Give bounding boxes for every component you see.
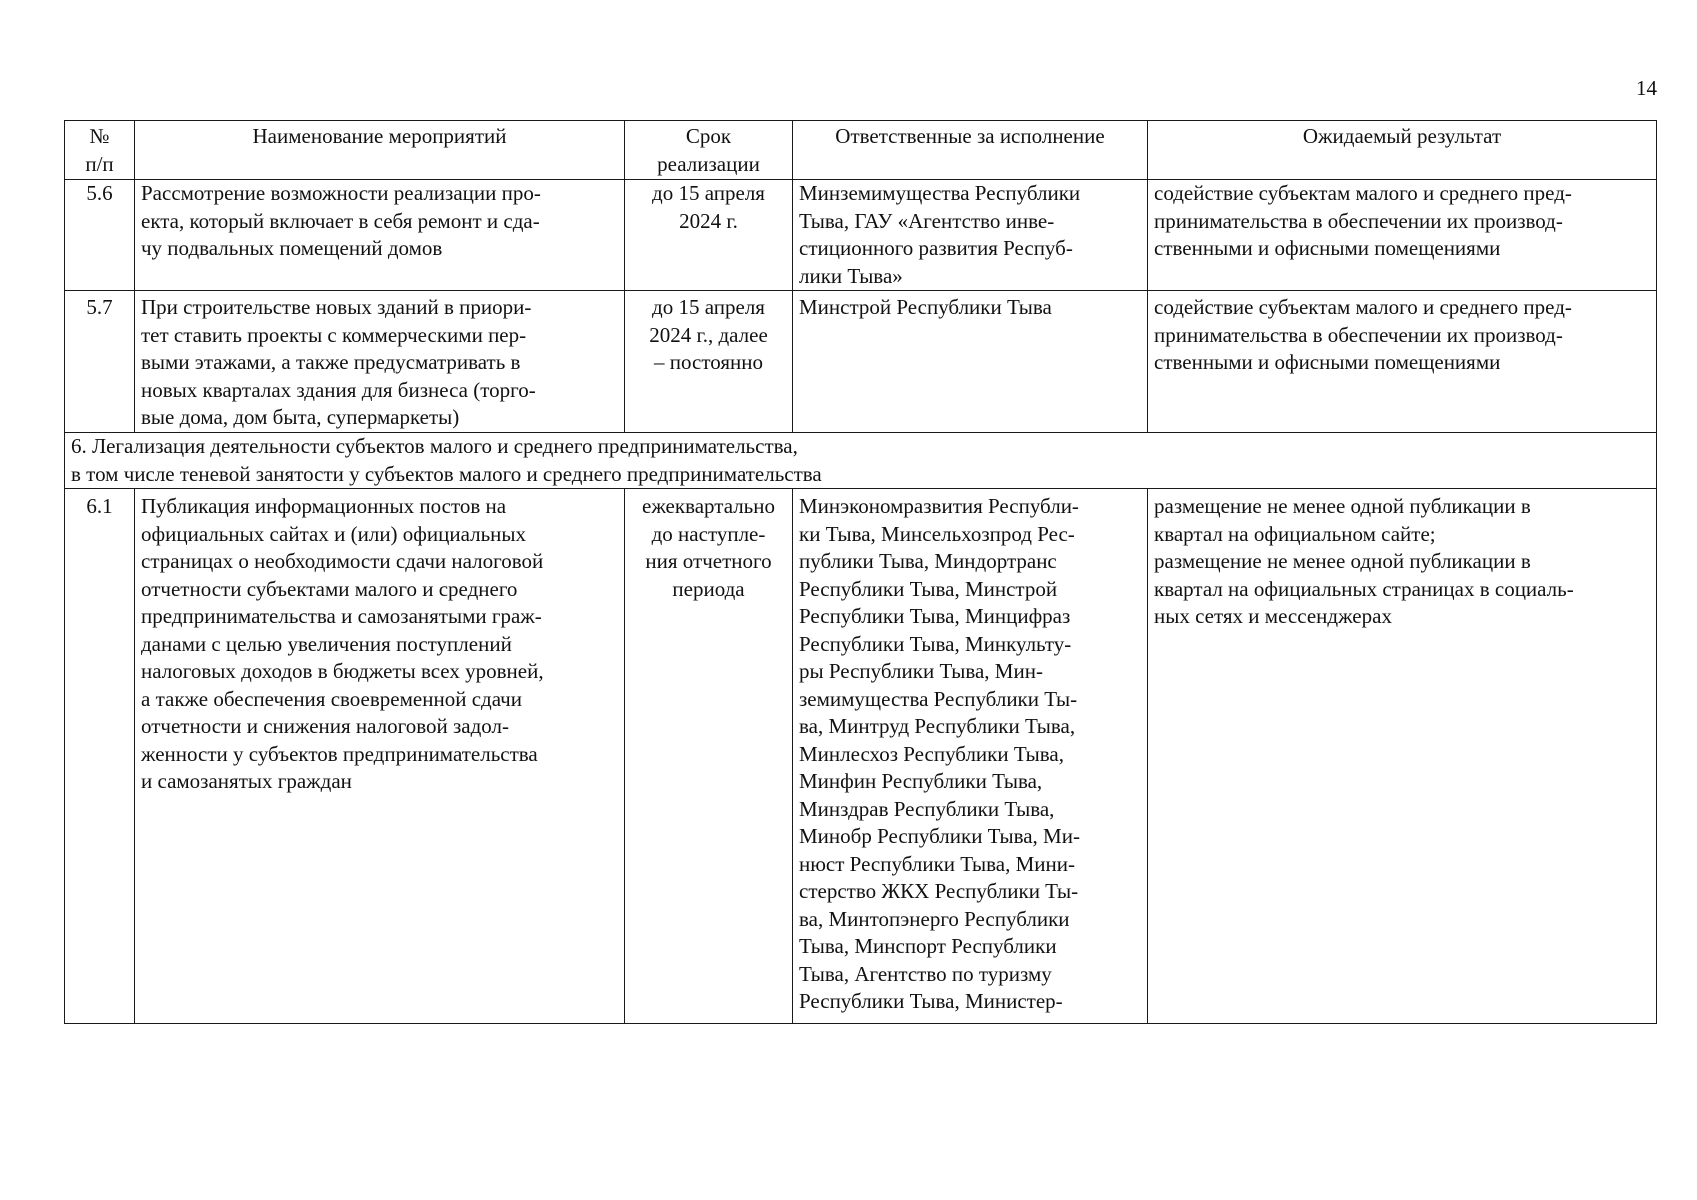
- text-line: выми этажами, а также предусматривать в: [141, 350, 521, 374]
- table-row: [65, 489, 1657, 1024]
- text-line: Минземимущества Республики: [799, 181, 1081, 205]
- text-line: и самозанятых граждан: [141, 769, 352, 793]
- text-line: принимательства в обеспечении их производ-: [1154, 208, 1563, 233]
- text-line: до 15 апреля: [652, 181, 765, 205]
- text-line: содействие субъектам малого и среднего пред-: [1154, 295, 1572, 319]
- header-responsible-text: Ответственные за исполнение: [835, 124, 1105, 148]
- text-line: ки Тыва, Минсельхозпрод Рес-: [799, 521, 1075, 546]
- text-line: При строительстве новых зданий в приори-: [141, 295, 532, 319]
- page-number: 14: [1636, 76, 1657, 100]
- text-line: отчетности субъектами малого и среднего: [141, 576, 518, 601]
- text-line: до 15 апреля: [652, 295, 765, 319]
- responsible-cell: [793, 489, 1148, 1024]
- text-line: тет ставить проекты с коммерческими пер-: [141, 322, 527, 347]
- text-line: Республики Тыва, Министер-: [799, 989, 1063, 1013]
- text-line: принимательства в обеспечении их производ-: [1154, 322, 1563, 347]
- text-line: а также обеспечения своевременной сдачи: [141, 686, 522, 711]
- header-activity-name: [135, 121, 625, 180]
- text-line: официальных сайтах и (или) официальных: [141, 521, 527, 546]
- header-expected-result: [1148, 121, 1657, 180]
- term-cell: [625, 489, 793, 1024]
- section-heading: [65, 433, 1657, 489]
- text-line: Рассмотрение возможности реализации про-: [141, 181, 541, 205]
- text-line: Минздрав Республики Тыва,: [799, 796, 1055, 821]
- responsible-cell: [793, 291, 1148, 433]
- text-line: ва, Минтруд Республики Тыва,: [799, 714, 1076, 738]
- text-line: ственными и офисными помещениями: [1154, 350, 1501, 374]
- text-line: Публикация информационных постов на: [141, 494, 507, 518]
- activity-name-cell: [135, 489, 625, 1024]
- text-line: ры Республики Тыва, Мин-: [799, 659, 1043, 683]
- text-line: Минфин Республики Тыва,: [799, 769, 1043, 793]
- text-line: вые дома, дом быта, супермаркеты): [141, 405, 460, 429]
- text-line: Республики Тыва, Минцифраз: [799, 604, 1071, 628]
- text-line: женности у субъектов предпринимательства: [141, 741, 538, 766]
- text-line: данами с целью увеличения поступлений: [141, 631, 512, 656]
- text-line: Минлесхоз Республики Тыва,: [799, 741, 1064, 766]
- text-line: Тыва, Агентство по туризму: [799, 961, 1052, 986]
- text-line: Минэкономразвития Республи-: [799, 494, 1079, 518]
- text-line: страницах о необходимости сдачи налоговой: [141, 549, 544, 573]
- text-line: публики Тыва, Миндортранс: [799, 549, 1057, 573]
- text-line: Тыва, ГАУ «Агентство инве-: [799, 208, 1055, 233]
- text-line: новых кварталах здания для бизнеса (торго-: [141, 377, 536, 402]
- activity-name-cell: [135, 291, 625, 433]
- header-term-line-2: реализации: [657, 151, 760, 176]
- text-line: чу подвальных помещений домов: [141, 236, 443, 260]
- text-line: ственными и офисными помещениями: [1154, 236, 1501, 260]
- text-line: периода: [672, 576, 745, 601]
- row-number: 5.7: [65, 291, 135, 433]
- section-heading-line-2: в том числе теневой занятости у субъектов малого и среднего предпринимательства: [71, 461, 822, 486]
- text-line: Минстрой Республики Тыва: [799, 295, 1052, 319]
- text-line: содействие субъектам малого и среднего пред-: [1154, 181, 1572, 205]
- text-line: предпринимательства и самозанятыми граж-: [141, 604, 542, 628]
- text-line: квартал на официальных страницах в социаль-: [1154, 576, 1574, 601]
- text-line: 2024 г.: [679, 208, 738, 233]
- expected-result-cell: [1148, 291, 1657, 433]
- text-line: размещение не менее одной публикации в: [1154, 549, 1531, 573]
- expected-result-cell: [1148, 489, 1657, 1024]
- responsible-cell: [793, 180, 1148, 291]
- text-line: налоговых доходов в бюджеты всех уровней,: [141, 659, 544, 683]
- header-number-line-2: п/п: [85, 151, 114, 176]
- header-expected-result-text: Ожидаемый результат: [1302, 124, 1502, 148]
- section-heading-row: [65, 433, 1657, 489]
- text-line: Республики Тыва, Минкульту-: [799, 631, 1072, 656]
- header-activity-name-text: Наименование мероприятий: [252, 124, 507, 148]
- text-line: Тыва, Минспорт Республики: [799, 934, 1057, 958]
- text-line: ва, Минтопэнерго Республики: [799, 906, 1070, 931]
- text-line: до наступле-: [651, 521, 766, 546]
- text-line: размещение не менее одной публикации в: [1154, 494, 1531, 518]
- text-line: Минобр Республики Тыва, Ми-: [799, 824, 1080, 848]
- text-line: – постоянно: [654, 350, 763, 374]
- term-cell: [625, 291, 793, 433]
- row-number: 5.6: [65, 180, 135, 291]
- header-number: [65, 121, 135, 180]
- text-line: квартал на официальном сайте;: [1154, 521, 1436, 546]
- text-line: отчетности и снижения налоговой задол-: [141, 714, 510, 738]
- text-line: стиционного развития Респуб-: [799, 236, 1073, 260]
- header-number-line-1: №: [89, 124, 110, 148]
- header-responsible: [793, 121, 1148, 180]
- action-plan-table: [64, 120, 1657, 1024]
- text-line: земимущества Республики Ты-: [799, 686, 1078, 711]
- header-term: [625, 121, 793, 180]
- text-line: стерство ЖКХ Республики Ты-: [799, 879, 1079, 903]
- text-line: Республики Тыва, Минстрой: [799, 576, 1058, 601]
- header-term-line-1: Срок: [685, 124, 732, 148]
- text-line: ежеквартально: [642, 494, 775, 518]
- text-line: лики Тыва»: [799, 263, 903, 288]
- table-header-row: [65, 121, 1657, 180]
- text-line: екта, который включает в себя ремонт и сда-: [141, 208, 540, 233]
- section-heading-line-1: 6. Легализация деятельности субъектов малого и среднего предпринимательства,: [71, 434, 798, 458]
- table-row: [65, 291, 1657, 433]
- term-cell: [625, 180, 793, 291]
- row-number: 6.1: [65, 489, 135, 1024]
- activity-name-cell: [135, 180, 625, 291]
- text-line: ных сетях и мессенджерах: [1154, 604, 1392, 628]
- text-line: ния отчетного: [645, 549, 772, 573]
- expected-result-cell: [1148, 180, 1657, 291]
- text-line: нюст Республики Тыва, Мини-: [799, 851, 1076, 876]
- table-row: [65, 180, 1657, 291]
- text-line: 2024 г., далее: [649, 322, 768, 347]
